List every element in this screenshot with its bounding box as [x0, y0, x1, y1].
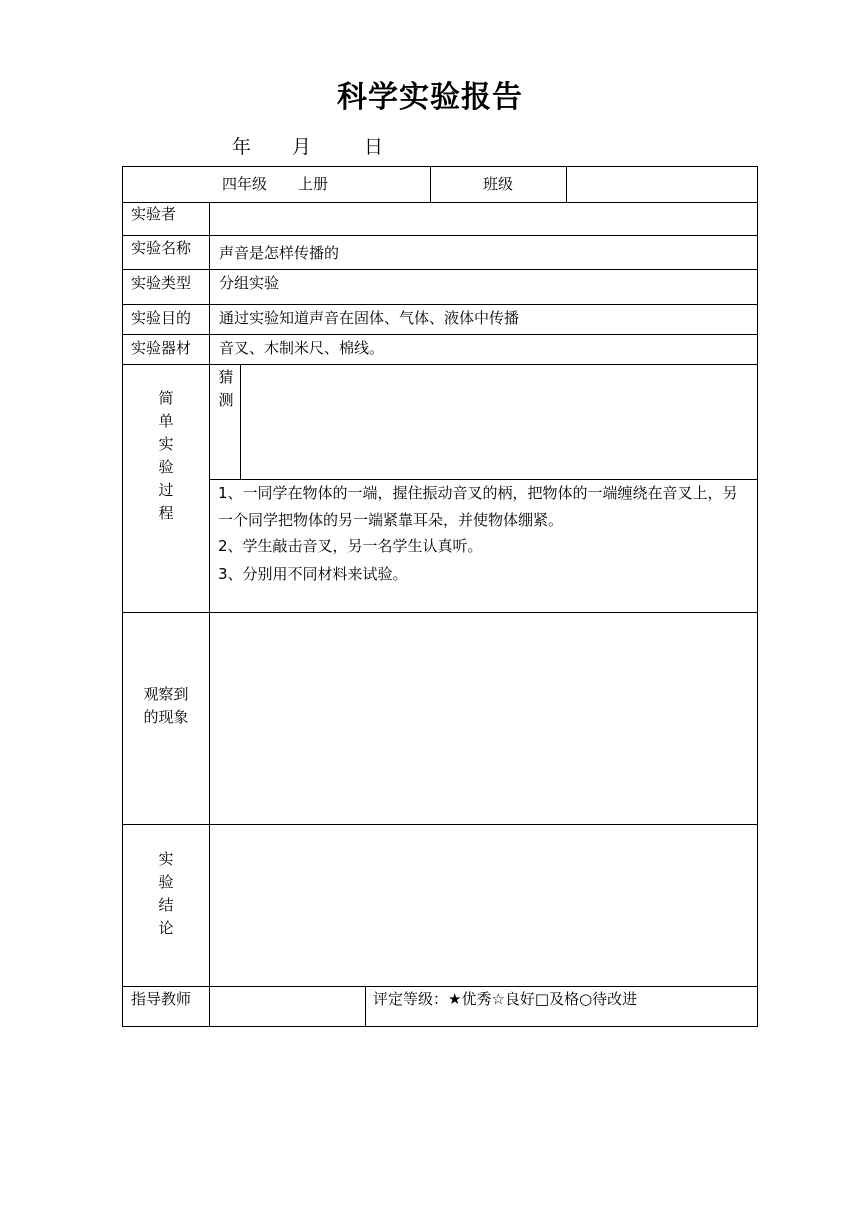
experiment-type-value: 分组实验	[219, 274, 280, 292]
row-divider	[122, 334, 758, 335]
row-divider	[122, 235, 758, 236]
observation-label: 观察到的现象	[143, 685, 189, 726]
process-step: 2、学生敲击音叉，另一名学生认真听。	[218, 537, 483, 555]
report-title: 科学实验报告	[337, 80, 523, 115]
header-divider	[566, 166, 567, 203]
table-border-bottom	[122, 1026, 758, 1027]
row-divider	[122, 824, 758, 825]
row-divider	[122, 364, 758, 365]
row-divider	[122, 986, 758, 987]
experiment-name-label: 实验名称	[131, 239, 192, 257]
footer-divider	[365, 986, 366, 1027]
purpose-label: 实验目的	[131, 309, 192, 327]
grade-text: 四年级	[222, 175, 268, 193]
row-divider	[122, 304, 758, 305]
equipment-label: 实验器材	[131, 339, 192, 357]
date-day: 日	[364, 136, 384, 158]
table-border-right	[757, 166, 758, 1027]
process-step: 1、一同学在物体的一端，握住振动音叉的柄，把物体的一端缠绕在音叉上，另一个同学把物体的另一端紧靠耳朵，并使物体绷紧。	[218, 484, 738, 529]
class-label: 班级	[482, 175, 513, 193]
equipment-value: 音叉、木制米尺、棉线。	[219, 339, 385, 357]
date-month: 月	[292, 136, 312, 158]
guess-label-divider	[240, 364, 241, 480]
purpose-value: 通过实验知道声音在固体、气体、液体中传播	[219, 309, 520, 327]
experiment-type-label: 实验类型	[131, 274, 192, 292]
process-label: 简单实验过程	[158, 389, 174, 522]
conclusion-label: 实验结论	[158, 850, 174, 937]
report-table	[122, 166, 758, 1027]
row-divider	[122, 612, 758, 613]
date-year: 年	[232, 136, 252, 158]
volume-text: 上册	[298, 175, 329, 193]
table-border-top	[122, 166, 758, 167]
experiment-name-value: 声音是怎样传播的	[219, 244, 340, 262]
grade-rating: 评定等级：★优秀☆良好□及格○待改进	[373, 990, 638, 1008]
process-step: 3、分别用不同材料来试验。	[218, 565, 408, 583]
guess-label: 猜测	[218, 368, 234, 409]
table-border-left	[122, 166, 123, 1027]
date-line	[0, 132, 860, 158]
row-divider	[122, 202, 758, 203]
experimenter-label: 实验者	[131, 205, 177, 223]
teacher-label: 指导教师	[131, 990, 192, 1008]
row-divider	[122, 269, 758, 270]
